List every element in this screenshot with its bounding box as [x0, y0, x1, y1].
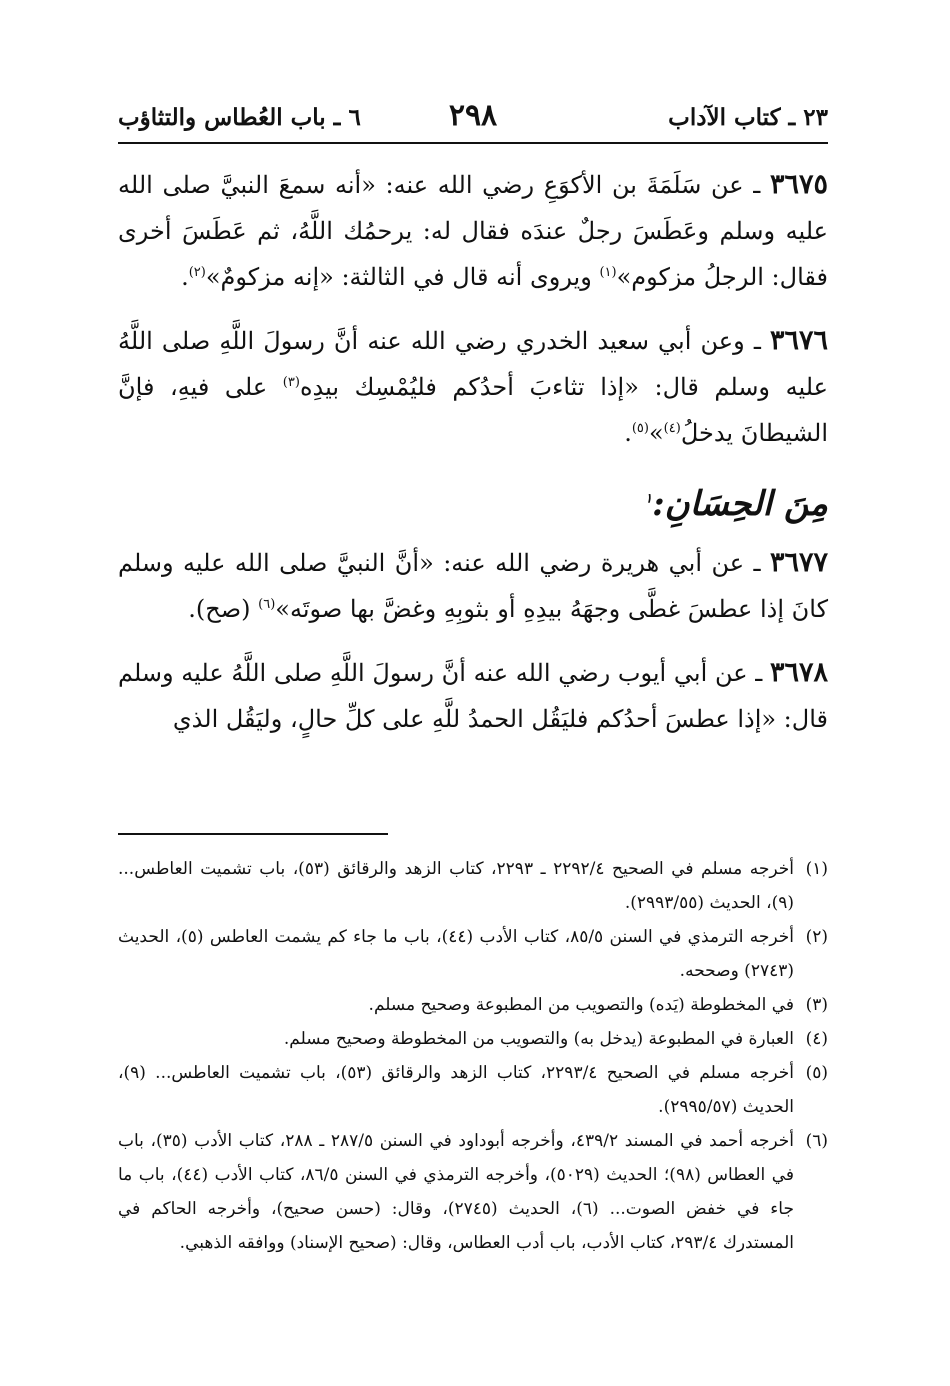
hadith-number: ٣٦٧٧ — [769, 547, 828, 578]
section-heading — [118, 478, 828, 530]
footnote-number: (٢) — [805, 927, 828, 947]
hadith-number: ٣٦٧٨ — [769, 657, 828, 688]
hadith-text: ـ عن أبي أيوب رضي الله عنه أنَّ رسولَ اللَّهِ صلى اللَّهُ عليه وسلم قال: «إذا عطسَ أحدُكم فليَقُل الحمدُ للَّهِ على كلِّ حالٍ، وليَقُل الذي — [118, 659, 828, 733]
footnote — [118, 988, 828, 1022]
footnote-text: أخرجه مسلم في الصحيح ٢٢٩٢/٤ ـ ٢٢٩٣، كتاب الزهد والرقائق (٥٣)، باب تشميت العاطس... (٩)، الحديث (٢٩٩٣/٥٥). — [118, 859, 794, 913]
hadith-number: ٣٦٧٦ — [769, 325, 828, 356]
footnote-number: (٣) — [805, 995, 828, 1015]
hadith-text: ويروى أنه قال في الثالثة: «إنه مزكومٌ» — [205, 263, 600, 291]
hadith-3677 — [118, 540, 828, 632]
footnote-ref: (٤) — [663, 421, 681, 436]
footnote-ref: (٣) — [282, 375, 300, 390]
hadith-text: ـ عن أبي هريرة رضي الله عنه: «أنَّ النبيَّ صلى الله عليه وسلم كانَ إذا عطسَ غطَّى وجهَهُ بيدِهِ أو بثوبِهِ وغضَّ بها صوتَه» — [118, 549, 828, 623]
footnote-number: (٦) — [805, 1131, 828, 1151]
footnote — [118, 920, 828, 988]
chapter-title: ٦ ـ باب العُطاس والتثاؤب — [118, 104, 361, 131]
footnote — [118, 1056, 828, 1124]
footnote-text: أخرجه مسلم في الصحيح ٢٢٩٣/٤، كتاب الزهد والرقائق (٥٣)، باب تشميت العاطس... (٩)، الحديث (٢٩٩٥/٥٧). — [118, 1063, 794, 1117]
hadith-text: (صح). — [188, 595, 259, 623]
footnote-text: أخرجه أحمد في المسند ٤٣٩/٢، وأخرجه أبوداود في السنن ٢٨٧/٥ ـ ٢٨٨، كتاب الأدب (٣٥)، باب في العطاس (٩٨)؛ الحديث (٥٠٢٩)، وأخرجه الترمذي في السنن ٨٦/٥، كتاب الأدب (٤٤)، باب ما جاء في خفض الصوت... (٦)، الحديث (٢٧٤٥)، وقال: (حسن صحيح)، وأخرجه الحاكم في المستدرك ٢٩٣/٤، كتاب الأدب، باب أدب العطاس، وقال: (صحيح الإسناد) ووافقه الذهبي. — [118, 1131, 795, 1253]
footnote-ref: (٥) — [631, 421, 649, 436]
hadith-text: . — [181, 263, 189, 291]
hadith-text: على فيهِ، فإنَّ الشيطانَ يدخلُ — [118, 373, 828, 447]
book-title: ٢٣ ـ كتاب الآداب — [668, 104, 828, 131]
footnote-separator — [118, 833, 388, 835]
hadith-3675 — [118, 162, 828, 300]
footnote-ref: (٢) — [188, 265, 206, 280]
page-header — [118, 98, 828, 144]
hadith-3678 — [118, 650, 828, 742]
footnote-text: العبارة في المطبوعة (يدخل به) والتصويب من المخطوطة وصحيح مسلم. — [283, 1029, 794, 1049]
footnote — [118, 1124, 828, 1260]
footnote — [118, 1022, 828, 1056]
footnote-number: (١) — [805, 859, 828, 879]
hadith-text: » — [648, 419, 664, 447]
hadith-3676 — [118, 318, 828, 456]
hadith-number: ٣٦٧٥ — [769, 169, 828, 200]
page-number: ٢٩٨ — [448, 98, 498, 133]
footnote-text: في المخطوطة (يَده) والتصويب من المطبوعة وصحيح مسلم. — [368, 995, 794, 1015]
hadith-text: ـ عن سَلَمَةَ بن الأكوَعِ رضي الله عنه: «أنه سمعَ النبيَّ صلى الله عليه وسلم وعَطَسَ رجلٌ عندَه فقال له: يرحمُك اللَّهُ، ثم عَطَسَ أخرى فقال: الرجلُ مزكوم» — [118, 171, 828, 291]
footnote — [118, 852, 828, 920]
footnote-number: (٥) — [805, 1063, 828, 1083]
footnote-text: أخرجه الترمذي في السنن ٨٥/٥، كتاب الأدب (٤٤)، باب ما جاء كم يشمت العاطس (٥)، الحديث (٢٧٤٣) وصححه. — [118, 927, 794, 981]
section-title: مِنَ الحِسَانِ: — [652, 484, 828, 524]
footnote-ref: (٦) — [258, 597, 276, 612]
footnote-number: (٤) — [805, 1029, 828, 1049]
section-sup: ١ — [645, 491, 653, 507]
footnotes — [118, 852, 828, 1260]
hadith-text: ـ وعن أبي سعيد الخدري رضي الله عنه أنَّ رسولَ اللَّهِ صلى اللَّهُ عليه وسلم قال: «إذا تثاءبَ أحدُكم فليُمْسِك بيدِه — [118, 327, 828, 401]
footnote-ref: (١) — [599, 265, 617, 280]
hadith-text: . — [624, 419, 632, 447]
book-page — [118, 98, 828, 1253]
